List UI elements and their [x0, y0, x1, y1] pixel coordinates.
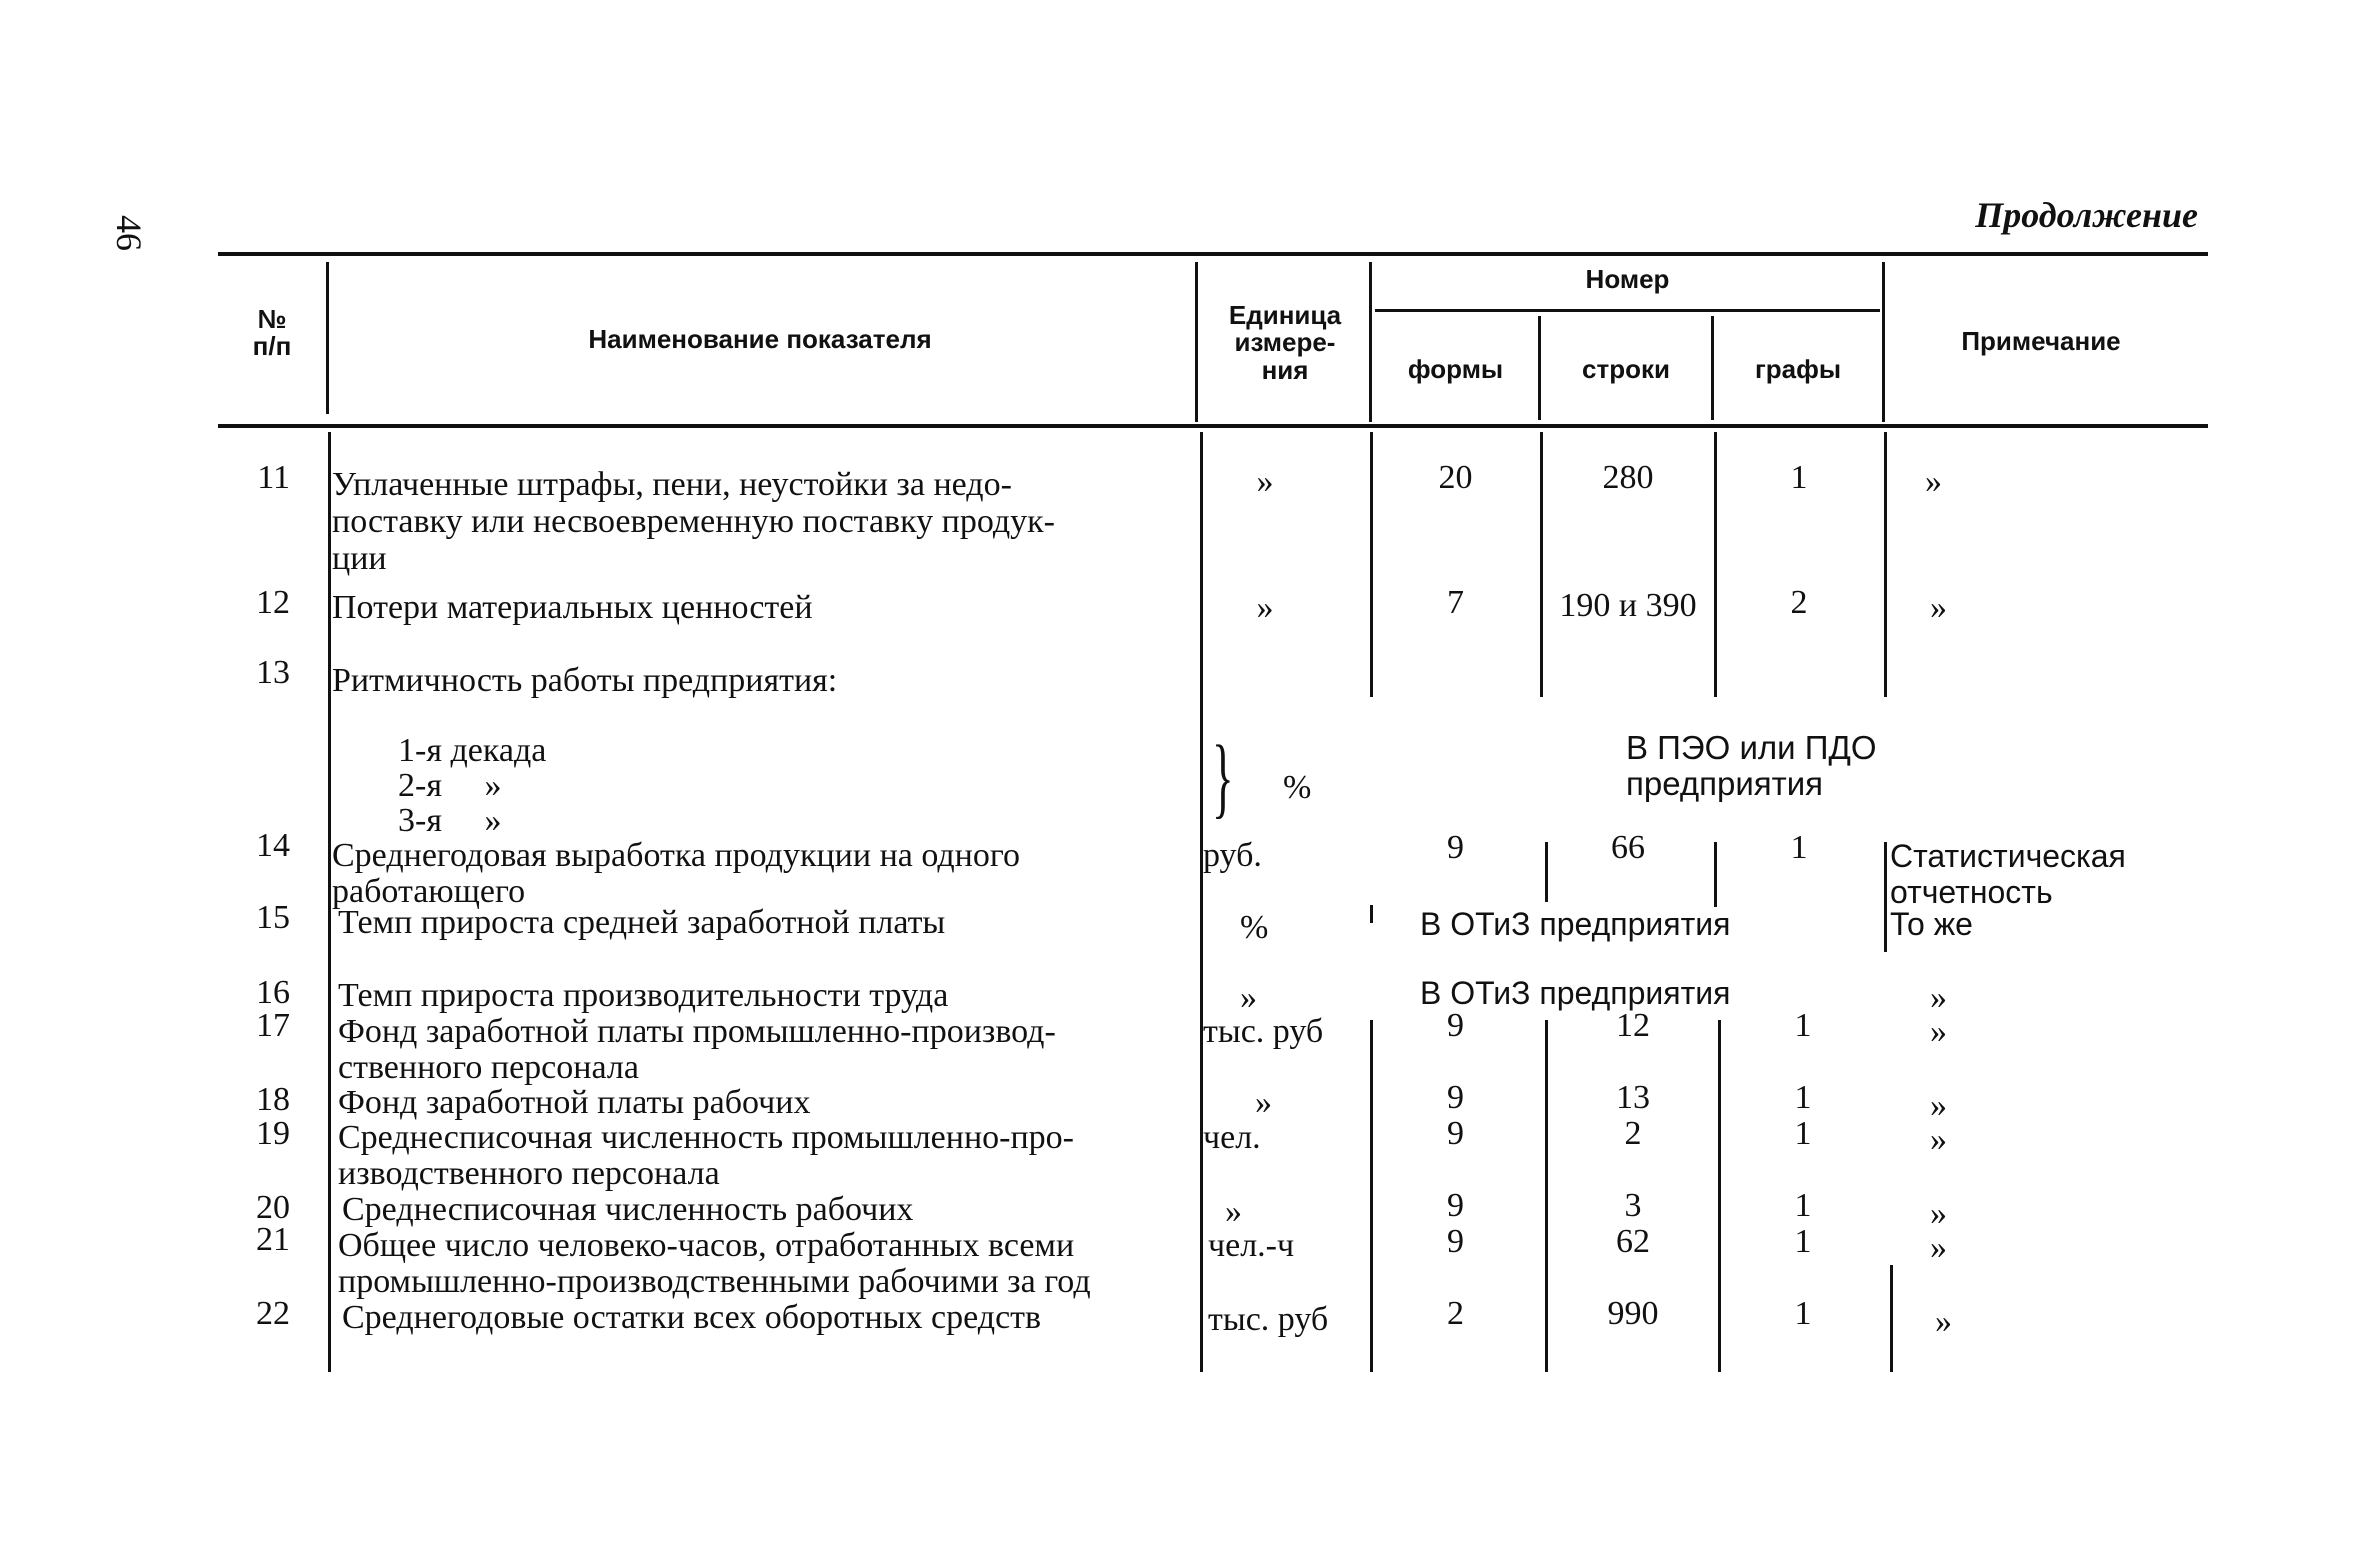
- row-unit: тыс. руб: [1203, 1013, 1324, 1050]
- body-divider: [1370, 905, 1373, 923]
- row-number: 13: [256, 654, 290, 691]
- row-unit: »: [1225, 1193, 1242, 1230]
- table-top-rule: [218, 252, 2208, 256]
- row-line: 280: [1602, 459, 1654, 496]
- row-note: Статистическая отчетность: [1890, 838, 2126, 910]
- row-note: »: [1930, 1013, 1947, 1050]
- row-number: 21: [256, 1221, 290, 1258]
- header-number-group: Номер: [1585, 264, 1670, 294]
- row-number: 17: [256, 1007, 290, 1044]
- row-number: 14: [256, 827, 290, 864]
- row-form: 9: [1447, 829, 1464, 866]
- header-form: формы: [1407, 354, 1504, 384]
- row-line: 13: [1616, 1079, 1650, 1116]
- row-note: »: [1930, 1195, 1947, 1232]
- row-name: Уплаченные штрафы, пени, неустойки за недо- поставку или несвоевременную поставку продук- ции: [332, 466, 1055, 577]
- row-name: Ритмичность работы предприятия:: [332, 662, 838, 699]
- row-number: 16: [256, 974, 290, 1011]
- header-num: № п/п: [252, 304, 292, 362]
- row-line: 2: [1624, 1115, 1642, 1152]
- row-note: »: [1935, 1303, 1952, 1340]
- row-name: Среднегодовые остатки всех оборотных средств: [342, 1299, 1042, 1336]
- body-divider: [1884, 432, 1887, 697]
- row-number: 22: [256, 1295, 290, 1332]
- row-unit: »: [1256, 589, 1274, 626]
- row-note: »: [1930, 589, 1947, 626]
- page-number: 46: [109, 215, 149, 251]
- row-col: 1: [1794, 1115, 1812, 1152]
- row-number: 15: [256, 899, 290, 936]
- row-form: 9: [1447, 1115, 1464, 1152]
- row-span-note: В ОТиЗ предприятия: [1420, 975, 1731, 1011]
- row-unit: »: [1255, 1084, 1272, 1121]
- row-unit: »: [1256, 463, 1274, 500]
- row-form: 9: [1447, 1223, 1464, 1260]
- row-note: »: [1930, 1229, 1947, 1266]
- body-divider: [1890, 1265, 1893, 1372]
- row-number: 11: [257, 459, 290, 496]
- row-number: 20: [256, 1189, 290, 1226]
- continuation-label: Продолжение: [1975, 195, 2198, 235]
- row-unit: %: [1283, 769, 1312, 806]
- row-note: То же: [1890, 906, 1973, 942]
- row-number: 18: [256, 1081, 290, 1118]
- row-unit: %: [1240, 909, 1269, 946]
- row-number: 19: [256, 1115, 290, 1152]
- header-bottom-rule: [218, 424, 2208, 428]
- row-col: 1: [1790, 459, 1808, 496]
- row-note: »: [1930, 1121, 1947, 1158]
- row-line: 3: [1624, 1187, 1642, 1224]
- row-name: Фонд заработной платы рабочих: [338, 1084, 811, 1121]
- row-unit: чел.: [1203, 1119, 1261, 1156]
- row-col: 1: [1794, 1187, 1812, 1224]
- header-name: Наименование показателя: [588, 324, 932, 354]
- header-divider: [1195, 262, 1198, 422]
- row-unit: чел.-ч: [1208, 1227, 1295, 1264]
- row-col: 2: [1790, 584, 1808, 621]
- row-line: 66: [1611, 829, 1645, 866]
- row-name: Общее число человеко-часов, отработанных всеми промышленно-производственными рабочими за год: [338, 1227, 1091, 1300]
- row-col: 1: [1790, 829, 1808, 866]
- sub-item: 2-я »: [398, 767, 502, 804]
- row-form: 9: [1447, 1079, 1464, 1116]
- row-note: »: [1930, 1087, 1947, 1124]
- sub-item: 3-я »: [398, 802, 502, 839]
- body-divider: [328, 432, 331, 1372]
- header-line: строки: [1582, 354, 1670, 384]
- row-form: 9: [1447, 1187, 1464, 1224]
- row-span-note: В ОТиЗ предприятия: [1420, 906, 1731, 942]
- row-name: Среднегодовая выработка продукции на одного работающего: [332, 837, 1020, 910]
- row-name: Среднесписочная численность рабочих: [342, 1191, 914, 1228]
- row-note: »: [1930, 979, 1947, 1016]
- body-divider: [1884, 842, 1887, 952]
- sub-item: 1-я декада: [398, 732, 547, 769]
- header-column: графы: [1754, 354, 1842, 384]
- row-form: 9: [1447, 1007, 1464, 1044]
- row-col: 1: [1794, 1223, 1812, 1260]
- row-unit: тыс. руб: [1208, 1301, 1329, 1338]
- row-name: Среднесписочная численность промышленно-про- изводственного персонала: [338, 1119, 1074, 1192]
- row-name: Темп прироста средней заработной платы: [338, 904, 946, 941]
- row-span-note: В ПЭО или ПДО предприятия: [1626, 729, 1877, 802]
- row-line: 990: [1607, 1295, 1659, 1332]
- row-col: 1: [1794, 1079, 1812, 1116]
- row-col: 1: [1794, 1295, 1812, 1332]
- header-divider: [1882, 262, 1885, 422]
- number-group-rule: [1375, 309, 1880, 312]
- header-divider: [326, 262, 329, 414]
- row-note: »: [1925, 463, 1942, 500]
- row-number: 12: [256, 584, 290, 621]
- header-unit: Единица измере- ния: [1228, 300, 1342, 385]
- row-col: 1: [1794, 1007, 1812, 1044]
- header-note: Примечание: [1961, 326, 2121, 356]
- row-form: 7: [1447, 584, 1464, 621]
- row-name: Потери материальных ценностей: [332, 589, 813, 626]
- row-unit: руб.: [1203, 837, 1262, 874]
- row-form: 20: [1438, 459, 1473, 496]
- brace-icon: }: [1212, 728, 1234, 827]
- row-name: Темп прироста производительности труда: [338, 977, 949, 1014]
- row-name: Фонд заработной платы промышленно-производ- ственного персонала: [338, 1013, 1056, 1086]
- row-unit: »: [1240, 979, 1257, 1016]
- row-line: 12: [1616, 1007, 1650, 1044]
- row-line: 62: [1616, 1223, 1650, 1260]
- row-form: 2: [1447, 1295, 1464, 1332]
- row-line: 190 и 390: [1559, 587, 1697, 624]
